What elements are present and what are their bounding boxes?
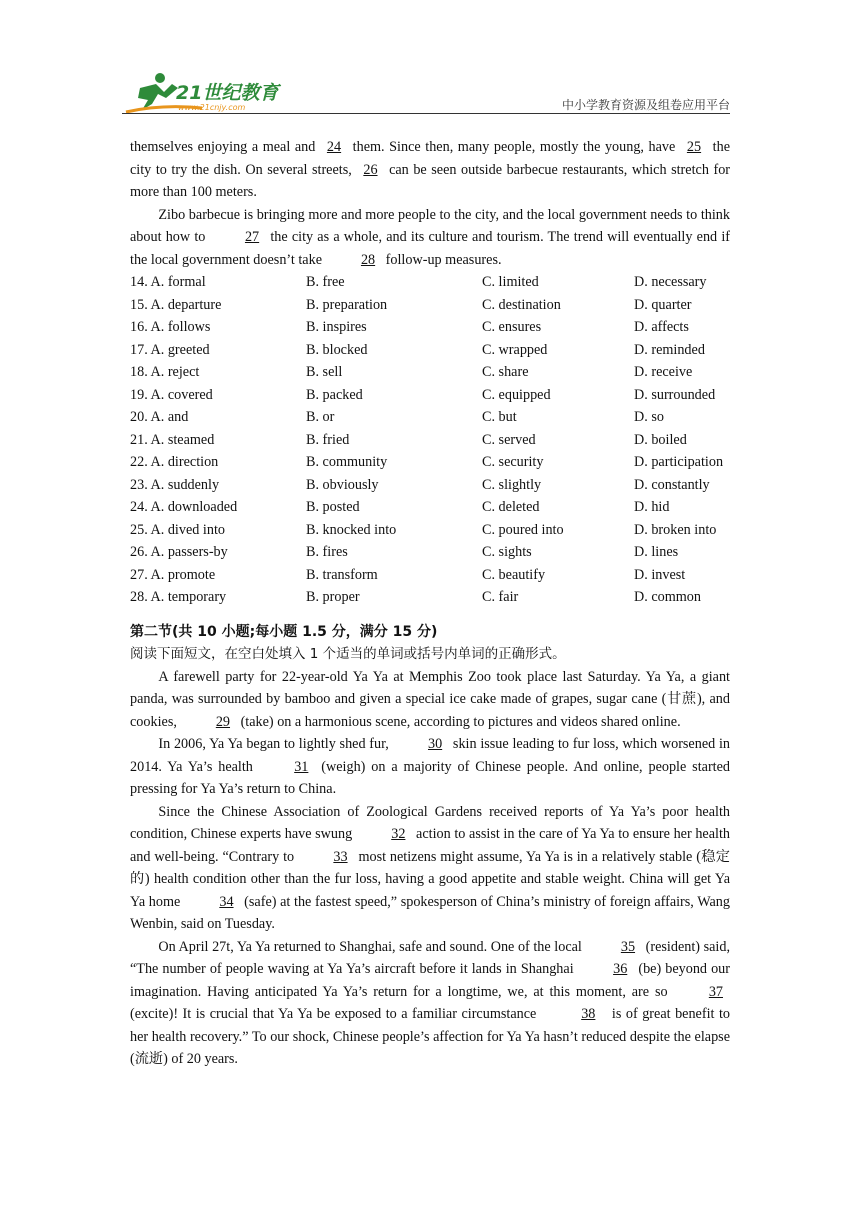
section-instruction: 阅读下面短文，在空白处填入 1 个适当的单词或括号内单词的正确形式。 <box>130 646 566 662</box>
text-span: (resident) said, “The number of people waving at Ya Ya’s aircraft before it lands in Shanghai <box>130 938 730 977</box>
option-b: B. preparation <box>306 296 388 313</box>
option-d: D. necessary <box>634 274 707 290</box>
option-a: 24. A. downloaded <box>130 499 238 515</box>
option-a: 22. A. direction <box>130 454 219 470</box>
blank-31: 31 <box>294 758 309 775</box>
section-title: 第二节(共 10 小题;每小题 1.5 分，满分 15 分) <box>130 623 438 640</box>
text-span: the city to try the dish. On several streets, <box>130 139 730 178</box>
option-c: C. destination <box>482 296 561 313</box>
option-row <box>130 541 730 564</box>
option-c: C. wrapped <box>482 341 548 358</box>
passage2-paragraph-3 <box>130 801 730 936</box>
blank-29: 29 <box>215 713 231 730</box>
option-row <box>130 384 730 407</box>
text-span: skin issue leading to fur loss, which worsened in 2014. Ya Ya’s health <box>130 736 731 775</box>
option-a: 15. A. departure <box>130 296 222 313</box>
text-span: (excite)! It is crucial that Ya Ya be exposed to a familiar circumstance <box>130 1006 541 1022</box>
passage2-paragraph-2 <box>130 733 730 801</box>
text-span: follow-up measures. <box>382 251 502 268</box>
option-b: B. blocked <box>306 341 368 358</box>
option-d: D. participation <box>634 454 724 470</box>
option-row <box>130 294 730 317</box>
option-row <box>130 429 730 452</box>
blank-34: 34 <box>219 893 234 910</box>
header-platform-text: 中小学教育资源及组卷应用平台 <box>561 98 730 112</box>
option-row <box>130 564 730 587</box>
option-c: C. limited <box>482 274 539 290</box>
option-c: C. fair <box>482 589 519 605</box>
blank-30: 30 <box>427 736 443 752</box>
option-c: C. sights <box>482 544 532 560</box>
option-c: C. equipped <box>482 386 551 403</box>
text-span: A farewell party for 22-year-old Ya Ya at Memphis Zoo took place last Saturday. Ya Ya, a giant panda, was surrounded by bamboo and given a special ice cake made of grapes, sugar cane (甘蔗), and cookies, <box>130 668 730 730</box>
option-c: C. ensures <box>482 319 542 335</box>
passage2-paragraph-4 <box>130 936 730 1071</box>
option-row <box>130 406 730 429</box>
option-c: C. beautify <box>482 566 546 583</box>
blank-35: 35 <box>620 938 636 955</box>
blank-36: 36 <box>613 961 628 977</box>
option-a: 23. A. suddenly <box>130 476 220 493</box>
option-row <box>130 519 730 542</box>
blank-25: 25 <box>686 139 702 155</box>
option-b: B. or <box>306 409 335 425</box>
option-a: 20. A. and <box>130 409 189 425</box>
passage1-paragraph-1 <box>130 136 730 204</box>
text-span: them. Since then, many people, mostly the young, have <box>348 139 680 155</box>
option-b: B. sell <box>306 364 343 380</box>
blank-28: 28 <box>360 251 376 268</box>
blank-26: 26 <box>363 161 378 178</box>
option-c: C. deleted <box>482 499 540 515</box>
option-a: 27. A. promote <box>130 566 216 583</box>
blank-37: 37 <box>708 983 723 1000</box>
text-span: On April 27t, Ya Ya returned to Shanghai, safe and sound. One of the local <box>158 938 586 955</box>
option-b: B. obviously <box>306 476 379 493</box>
option-d: D. reminded <box>634 341 705 358</box>
blank-27: 27 <box>244 229 260 245</box>
option-d: D. surrounded <box>634 386 716 403</box>
option-b: B. posted <box>306 499 360 515</box>
option-a: 17. A. greeted <box>130 341 210 358</box>
text-span: can be seen outside barbecue restaurants, which stretch for more than 100 meters. <box>130 161 731 200</box>
option-c: C. poured into <box>482 521 564 538</box>
blank-24: 24 <box>326 139 342 155</box>
option-a: 14. A. formal <box>130 274 206 290</box>
option-row <box>130 496 730 519</box>
option-b: B. community <box>306 454 388 470</box>
text-span: In 2006, Ya Ya began to lightly shed fur, <box>158 736 393 752</box>
logo <box>122 70 292 116</box>
option-d: D. constantly <box>634 476 710 493</box>
option-d: D. broken into <box>634 521 717 538</box>
options-list <box>130 271 730 609</box>
blank-38: 38 <box>581 1006 596 1022</box>
option-row <box>130 361 730 384</box>
option-d: D. invest <box>634 566 686 583</box>
text-span: (safe) at the fastest speed,” spokesperson of China’s ministry of foreign affairs, Wang Wenbin, said on Tuesday. <box>130 893 730 932</box>
option-c: C. slightly <box>482 476 542 493</box>
blank-33: 33 <box>333 848 348 865</box>
option-d: D. hid <box>634 499 670 515</box>
passage2-paragraph-1 <box>130 666 730 734</box>
option-a: 26. A. passers-by <box>130 544 228 560</box>
option-b: B. free <box>306 274 345 290</box>
text-span: (be) beyond our imagination. Having anticipated Ya Ya’s return for a longtime, we, at this moment, are so <box>130 961 730 1000</box>
option-b: B. fires <box>306 544 348 560</box>
passage1-paragraph-2 <box>130 204 730 272</box>
option-d: D. lines <box>634 544 679 560</box>
option-d: D. affects <box>634 319 689 335</box>
option-b: B. proper <box>306 589 360 605</box>
text-span: Since the Chinese Association of Zoological Gardens received reports of Ya Ya’s poor health condition, Chinese experts have swung <box>130 803 730 842</box>
option-row <box>130 474 730 497</box>
option-d: D. boiled <box>634 431 687 448</box>
option-d: D. common <box>634 589 701 605</box>
text-span: is of great benefit to her health recovery.” To our shock, Chinese people’s affection for Ya Ya hasn’t reduced despite the elapse (流逝) of 20 years. <box>130 1006 730 1067</box>
option-a: 16. A. follows <box>130 319 211 335</box>
logo-title: 21世纪教育 <box>176 82 279 104</box>
option-row <box>130 339 730 362</box>
option-c: C. served <box>482 431 536 448</box>
logo-url: www.21cnjy.com <box>178 103 246 112</box>
option-d: D. receive <box>634 364 693 380</box>
text-span: the city as a whole, and its culture and tourism. The trend will eventually end if the local government doesn’t take <box>130 229 730 268</box>
option-row <box>130 586 730 609</box>
option-row <box>130 451 730 474</box>
text-span: action to assist in the care of Ya Ya to ensure her health and well-being. “Contrary to <box>130 826 730 865</box>
page-header <box>122 66 730 118</box>
option-b: B. packed <box>306 386 363 403</box>
text-span: themselves enjoying a meal and <box>130 139 320 155</box>
header-divider <box>122 113 730 114</box>
option-d: D. quarter <box>634 296 692 313</box>
text-span: (weigh) on a majority of Chinese people. And online, people started pressing for Ya Ya’s return to China. <box>130 758 730 797</box>
option-d: D. so <box>634 409 664 425</box>
option-b: B. transform <box>306 566 378 583</box>
option-row <box>130 316 730 339</box>
option-a: 18. A. reject <box>130 364 200 380</box>
option-b: B. inspires <box>306 319 367 335</box>
option-c: C. security <box>482 454 544 470</box>
text-span: Zibo barbecue is bringing more and more people to the city, and the local government needs to think about how to <box>130 206 730 245</box>
option-row <box>130 271 730 294</box>
blank-32: 32 <box>391 826 406 842</box>
text-span: most netizens might assume, Ya Ya is in a relatively stable (稳定的) health condition other than the fur loss, having a good appetite and stable weight. China will get Ya Ya home <box>130 848 730 910</box>
option-a: 21. A. steamed <box>130 431 215 448</box>
option-b: B. fried <box>306 431 350 448</box>
option-a: 28. A. temporary <box>130 589 227 605</box>
option-c: C. but <box>482 409 517 425</box>
text-span: (take) on a harmonious scene, according to pictures and videos shared online. <box>237 713 681 730</box>
option-b: B. knocked into <box>306 521 397 538</box>
option-a: 19. A. covered <box>130 386 213 403</box>
option-a: 25. A. dived into <box>130 521 225 538</box>
document-body <box>130 136 730 1071</box>
option-c: C. share <box>482 364 529 380</box>
